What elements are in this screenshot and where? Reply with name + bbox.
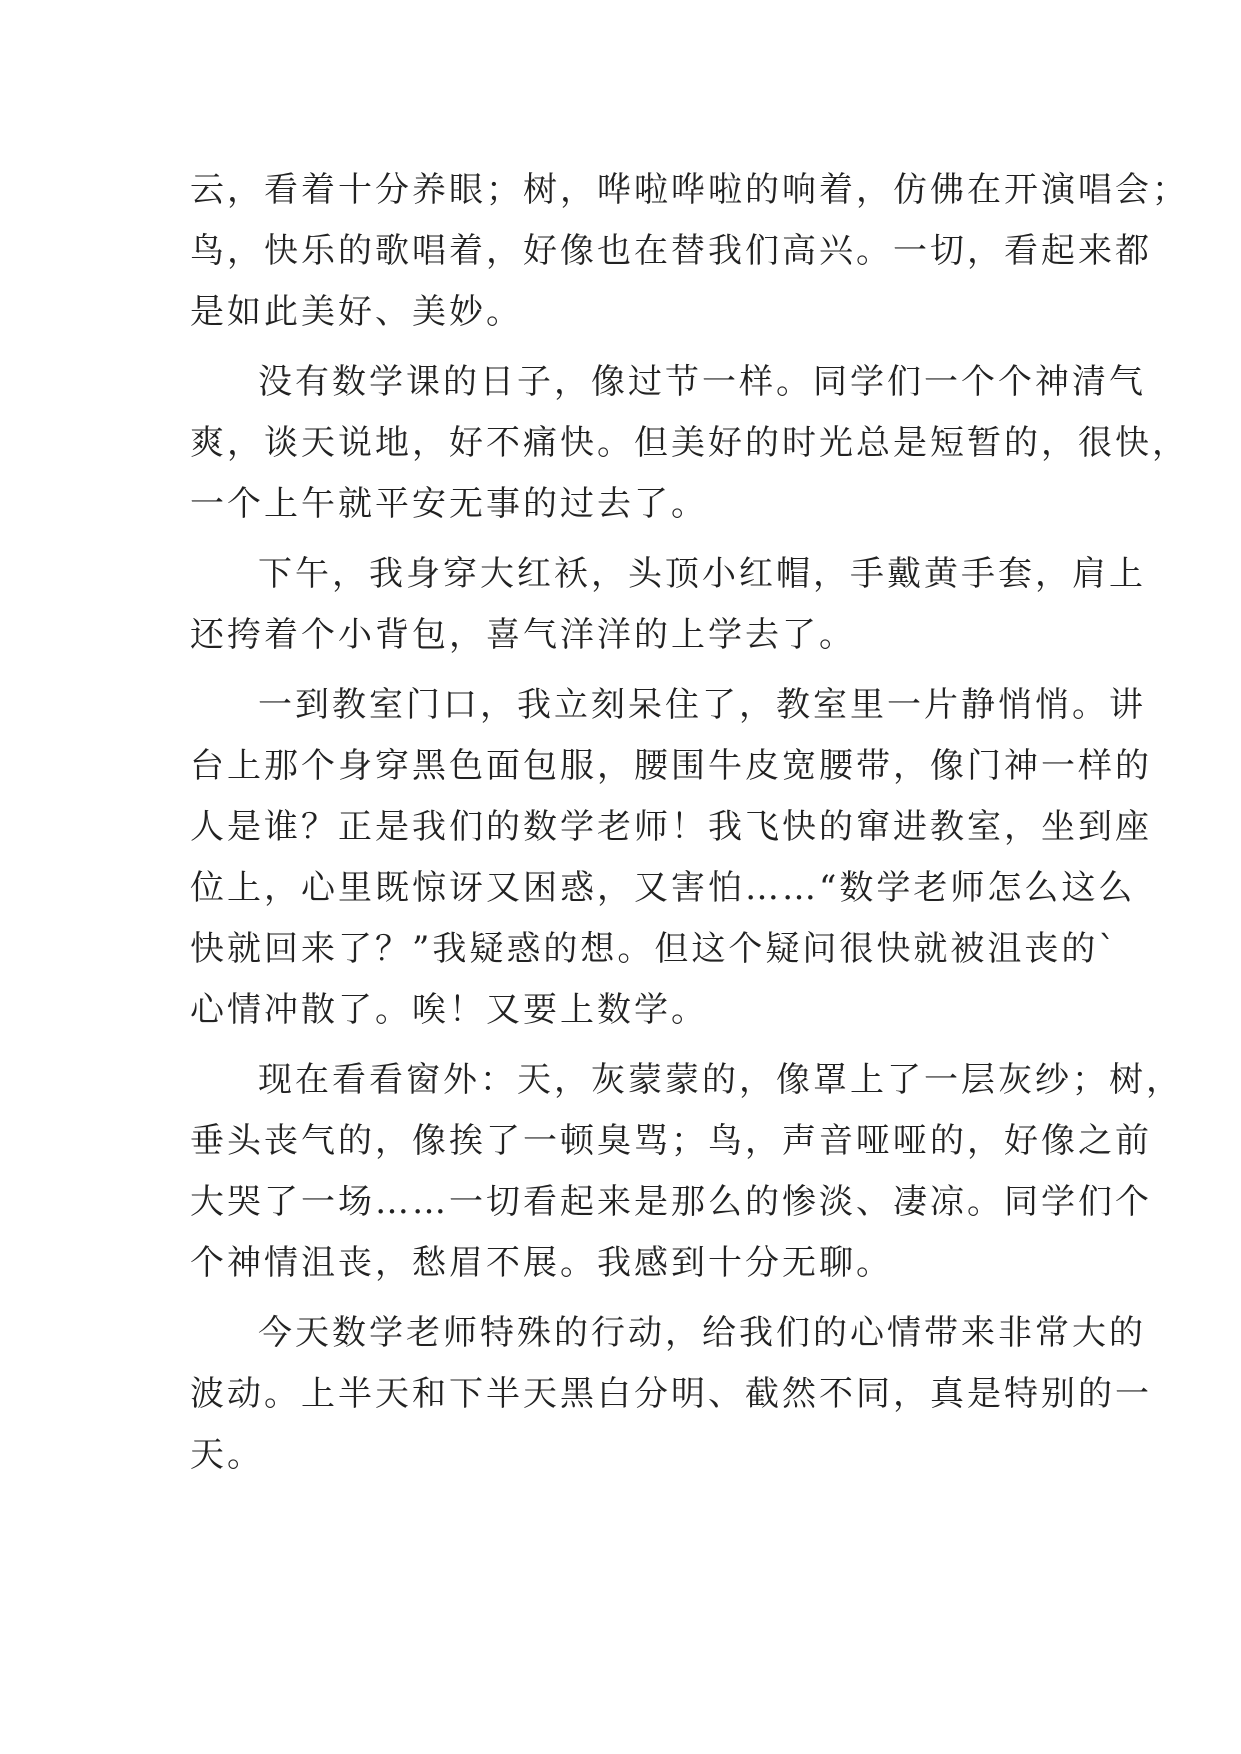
paragraph-gap [190,535,1050,544]
paragraph-line: 人是谁？正是我们的数学老师！我飞快的窜进教室，坐到座 [190,807,1152,847]
paragraph-line: 心情冲散了。唉！又要上数学。 [190,990,708,1030]
paragraph-line: 还挎着个小背包，喜气洋洋的上学去了。 [190,615,856,655]
paragraph-line: 一个上午就平安无事的过去了。 [190,484,708,524]
paragraph-line: 个神情沮丧，愁眉不展。我感到十分无聊。 [190,1243,893,1283]
paragraph-line: 快就回来了？”我疑惑的想。但这个疑问很快就被沮丧的` [190,929,1119,969]
paragraph-6 [190,1303,1152,1486]
paragraph-line: 鸟，快乐的歌唱着，好像也在替我们高兴。一切，看起来都 [190,231,1152,271]
paragraph-gap [190,1294,1050,1303]
paragraph-line: 一到教室门口，我立刻呆住了，教室里一片静悄悄。讲 [258,685,1146,725]
paragraph-line: 下午，我身穿大红袄，头顶小红帽，手戴黄手套，肩上 [258,554,1146,594]
paragraph-line: 位上，心里既惊讶又困惑，又害怕……“数学老师怎么这么 [190,868,1136,908]
paragraph-4 [190,675,1152,1041]
paragraph-line: 云，看着十分养眼；树，哗啦哗啦的响着，仿佛在开演唱会； [190,170,1189,210]
paragraph-line: 爽，谈天说地，好不痛快。但美好的时光总是短暂的，很快， [190,423,1189,463]
paragraph-1 [190,160,1189,343]
paragraph-5 [190,1050,1183,1294]
paragraph-gap [190,343,1050,352]
paragraph-gap [190,1041,1050,1050]
paragraph-line: 天。 [190,1435,264,1475]
paragraph-gap [190,666,1050,675]
paragraph-3 [190,544,1146,666]
paragraph-line: 现在看看窗外：天，灰蒙蒙的，像罩上了一层灰纱；树， [258,1060,1183,1100]
paragraph-line: 今天数学老师特殊的行动，给我们的心情带来非常大的 [258,1313,1146,1353]
paragraph-line: 台上那个身穿黑色面包服，腰围牛皮宽腰带，像门神一样的 [190,746,1152,786]
document-body [190,160,1189,1486]
paragraph-line: 大哭了一场……一切看起来是那么的惨淡、凄凉。同学们个 [190,1182,1152,1222]
paragraph-2 [190,352,1189,535]
paragraph-line: 垂头丧气的，像挨了一顿臭骂；鸟，声音哑哑的，好像之前 [190,1121,1152,1161]
paragraph-line: 是如此美好、美妙。 [190,292,523,332]
paragraph-line: 没有数学课的日子，像过节一样。同学们一个个神清气 [258,362,1146,402]
paragraph-line: 波动。上半天和下半天黑白分明、截然不同，真是特别的一 [190,1374,1152,1414]
